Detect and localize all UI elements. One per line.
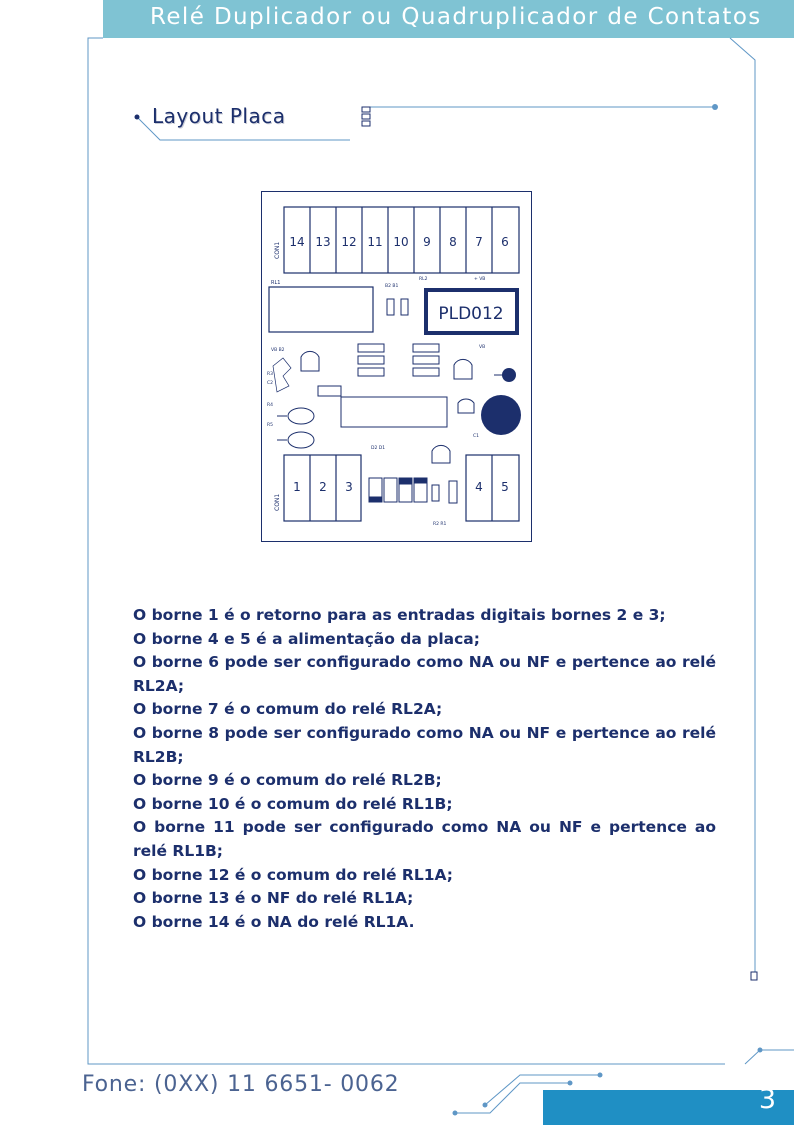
terminal-5: 5 [501,480,509,494]
svg-text:VB B2: VB B2 [271,348,285,353]
desc-line-10: O borne 13 é o NF do relé RL1A; [133,889,414,908]
board-model-label: PLD012 [438,304,504,324]
terminal-4: 4 [475,480,483,494]
page-number-tab [543,1090,794,1125]
desc-line-11: O borne 14 é o NA do relé RL1A. [133,912,415,931]
desc-line-5: O borne 8 pode ser configurado como NA ou NF e pertence ao relé RL2B; [133,723,716,766]
svg-text:RL2: RL2 [419,277,428,282]
pcb-layout-diagram [261,191,532,542]
page-number: 3 [758,1084,776,1115]
page-header-title: Relé Duplicador ou Quadruplicador de Contatos [150,4,762,30]
terminal-2: 2 [319,480,327,494]
svg-text:+ VB: + VB [474,277,486,282]
desc-line-6: O borne 9 é o comum do relé RL2B; [133,771,442,790]
terminal-8: 8 [449,235,457,249]
svg-text:B2 B1: B2 B1 [385,284,399,289]
terminal-9: 9 [423,235,431,249]
terminal-3: 3 [345,480,353,494]
terminal-10: 10 [393,235,409,249]
desc-line-8: O borne 11 pode ser configurado como NA ou NF e pertence ao relé RL1B; [133,818,716,860]
svg-text:R5: R5 [267,423,273,428]
section-title: Layout Placa [152,104,286,128]
terminal-12: 12 [341,235,357,249]
terminal-1: 1 [293,480,301,494]
desc-line-1: O borne 1 é o retorno para as entradas digitais bornes 2 e 3; [133,606,666,624]
svg-text:VB: VB [479,345,486,350]
svg-text:D2 D1: D2 D1 [371,446,386,451]
svg-text:R3: R3 [267,372,273,377]
relay-label: RL1 [271,280,281,286]
desc-line-4: O borne 7 é o comum do relé RL2A; [133,700,443,719]
desc-line-9: O borne 12 é o comum do relé RL1A; [133,865,453,884]
svg-text:C2: C2 [267,381,274,386]
terminal-11: 11 [367,235,383,249]
terminal-14: 14 [289,235,305,249]
terminal-7: 7 [475,235,483,249]
desc-line-3: O borne 6 pode ser configurado como NA ou NF e pertence ao relé RL2A; [133,653,716,695]
terminal-13: 13 [315,235,331,249]
terminal-6: 6 [501,235,509,249]
terminal-description [133,604,716,934]
footer-phone: Fone: (0XX) 11 6651- 0062 [82,1072,400,1097]
desc-line-2: O borne 4 e 5 é a alimentação da placa; [133,629,480,648]
svg-text:R2 R1: R2 R1 [433,522,447,527]
connector-label-top: CON1 [274,241,281,259]
desc-line-7: O borne 10 é o comum do relé RL1B; [133,794,453,813]
svg-text:C1: C1 [473,434,480,439]
connector-label-bottom: CON1 [274,493,281,511]
svg-text:R4: R4 [267,403,273,408]
